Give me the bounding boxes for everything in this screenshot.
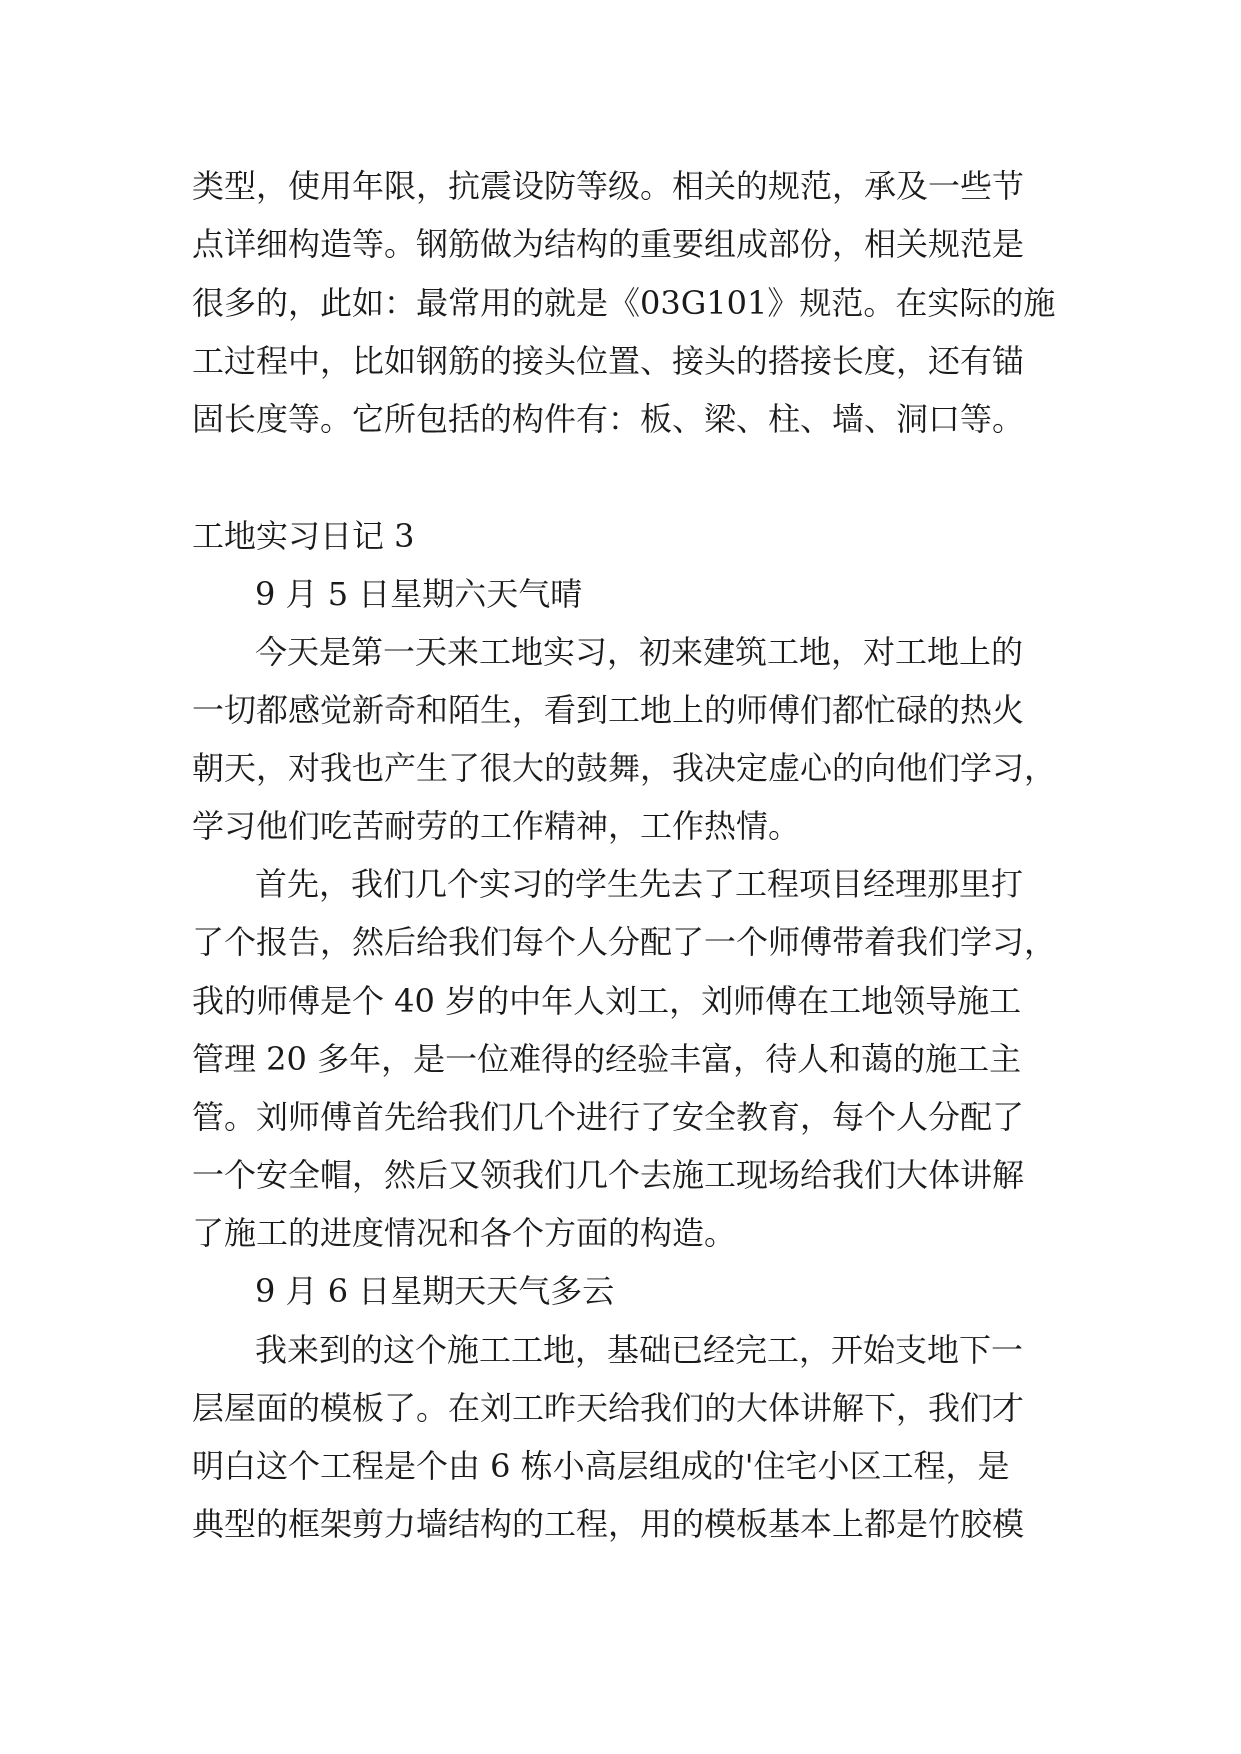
text-line: 一切都感觉新奇和陌生，看到工地上的师傅们都忙碌的热火 bbox=[192, 691, 1025, 729]
text-line: 很多的，此如：最常用的就是《03G101》规范。在实际的施 bbox=[192, 284, 1056, 322]
text-line: 管。刘师傅首先给我们几个进行了安全教育，每个人分配了 bbox=[192, 1098, 1025, 1136]
text-line: 管理 20 多年，是一位难得的经验丰富，待人和蔼的施工主 bbox=[192, 1040, 1022, 1078]
text-line: 明白这个工程是个由 6 栋小高层组成的'住宅小区工程，是 bbox=[192, 1447, 1010, 1485]
section-title: 工地实习日记 3 bbox=[192, 517, 415, 555]
text-line: 了施工的进度情况和各个方面的构造。 bbox=[192, 1214, 737, 1252]
text-line: 工过程中，比如钢筋的接头位置、接头的搭接长度，还有锚 bbox=[192, 342, 1025, 380]
date-heading: 9 月 5 日星期六天气晴 bbox=[255, 575, 583, 613]
text-line: 典型的框架剪力墙结构的工程，用的模板基本上都是竹胶模 bbox=[192, 1505, 1025, 1543]
text-line: 学习他们吃苦耐劳的工作精神，工作热情。 bbox=[192, 807, 801, 845]
text-line: 朝天，对我也产生了很大的鼓舞，我决定虚心的向他们学习， bbox=[192, 749, 1057, 787]
text-line: 点详细构造等。钢筋做为结构的重要组成部份，相关规范是 bbox=[192, 225, 1025, 263]
text-line: 固长度等。它所包括的构件有：板、梁、柱、墙、洞口等。 bbox=[192, 400, 1025, 438]
text-line: 了个报告，然后给我们每个人分配了一个师傅带着我们学习， bbox=[192, 923, 1057, 961]
text-line: 类型，使用年限，抗震设防等级。相关的规范，承及一些节 bbox=[192, 167, 1025, 205]
text-line: 层屋面的模板了。在刘工昨天给我们的大体讲解下，我们才 bbox=[192, 1389, 1025, 1427]
text-line: 我来到的这个施工工地，基础已经完工，开始支地下一 bbox=[255, 1331, 1024, 1369]
text-line: 我的师傅是个 40 岁的中年人刘工，刘师傅在工地领导施工 bbox=[192, 982, 1022, 1020]
text-line: 首先，我们几个实习的学生先去了工程项目经理那里打 bbox=[255, 865, 1024, 903]
date-heading: 9 月 6 日星期天天气多云 bbox=[255, 1272, 615, 1310]
text-line: 一个安全帽，然后又领我们几个去施工现场给我们大体讲解 bbox=[192, 1156, 1025, 1194]
text-line: 今天是第一天来工地实习，初来建筑工地，对工地上的 bbox=[255, 633, 1024, 671]
